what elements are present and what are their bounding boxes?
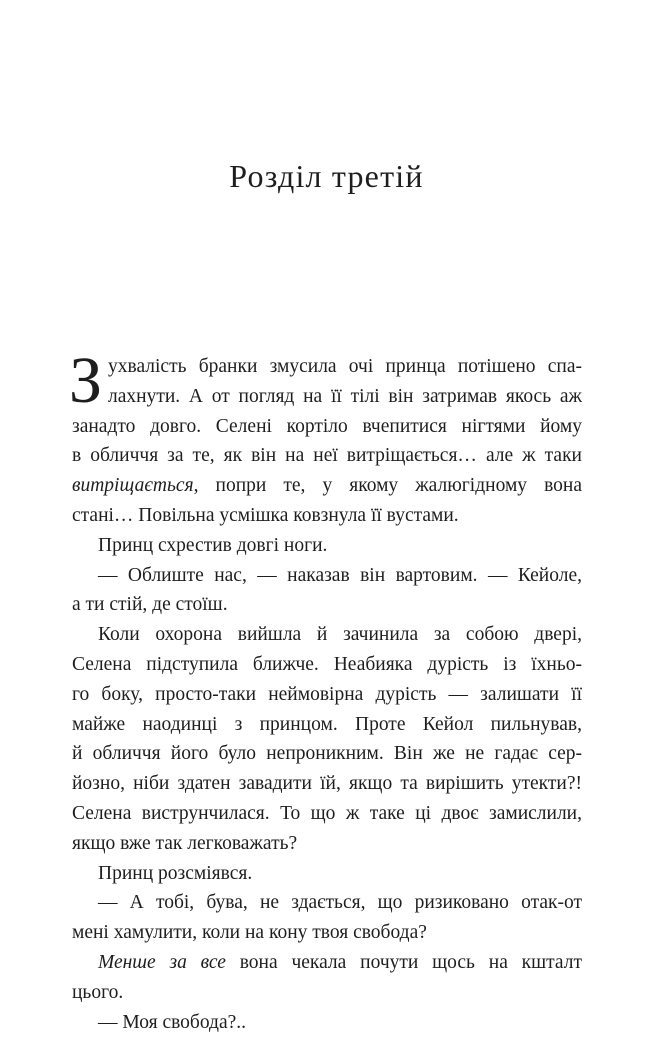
text-fragment: , попри те, у якому жалюгідному вона [193,475,582,497]
text-line: мені хамулити, коли на кону твоя свобода? [72,922,427,944]
chapter-text [69,344,582,1037]
text-line [72,471,582,501]
text-line: го боку, просто-таки неймовірна дурість — залишати її [72,683,582,705]
text-line: — А тобі, бува, не здається, що ризиковано отак-от [98,892,582,914]
italic-phrase: витріщається [72,475,194,497]
text-line: а ти стій, де стоїш. [72,594,228,616]
text-line: Селена виструнчилася. То що ж таке ці двоє замислили, [72,802,582,824]
text-line: лахнути. А от погляд на її тілі він затримав якось аж [108,385,582,407]
text-line: майже наодинці з принцом. Проте Кейол пильнував, [72,713,582,735]
chapter-title: Розділ третій [229,158,424,194]
text-line: занадто довго. Селені кортіло вчепитися нігтями йому [72,415,582,437]
text-line: Коли охорона вийшла й зачинила за собою двері, [98,624,582,646]
drop-cap: З [69,344,103,417]
text-line: в обличчя за те, як він на неї витріщається… але ж таки [72,445,582,467]
italic-phrase: Менше за все [98,951,226,973]
text-fragment: вона чекала почути щось на кшталт [225,951,582,973]
text-line: стані… Повільна усмішка ковзнула її вустами. [72,504,459,526]
text-line [72,948,582,978]
text-line: йозно, ніби здатен завадити їй, якщо та вирішить утекти?! [72,773,582,795]
text-line: якщо вже так легковажать? [72,832,298,854]
text-line: Принц схрестив довгі ноги. [98,534,328,556]
text-line: — Моя свобода?.. [98,1011,247,1033]
text-line: й обличчя його було непроникним. Він же не гадає сер- [72,743,582,765]
text-line: Принц розсміявся. [98,862,253,884]
text-line: ухвалість бранки змусила очі принца потішено спа- [108,356,582,377]
text-line: цього. [72,981,124,1003]
text-line: Селена підступила ближче. Неабияка дурість із їхньо- [72,653,582,675]
text-line: — Облиште нас, — наказав він вартовим. — Кейоле, [98,564,582,586]
